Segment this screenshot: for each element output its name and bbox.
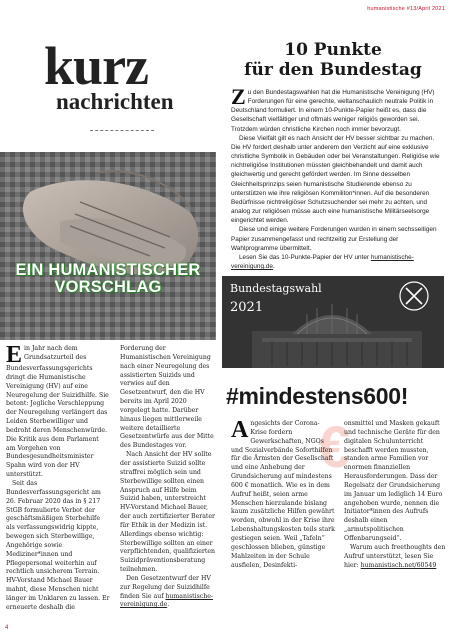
punkte-p1-text: u den Bundestagswahlen hat die Humanistische Vereinigung (HV) Forderungen für eine gerechte, weltanschaulich neutrale Politik in Deutschland formuliert. In einem 10-Punkte-Papier heißt es, dass die Gesellschaft vielfältiger und oftmals weniger religiös geworden sei. Trotzdem würden christliche Kirchen noch immer bevorzugt. — [231, 89, 435, 133]
punkte-title-line2: für den Bundestag — [244, 60, 422, 80]
section-title-kurz: kurz — [44, 36, 148, 96]
section-subtitle-nachrichten: nachrichten — [56, 89, 174, 114]
feature-col1-p1-text: in Jahr nach dem Grundsatzurteil des Bundesverfassungsgerichts dringt die Humanistische Vereinigung (HV) auf eine Neuregelung der Suizidhilfe. Sie betont: Jegliche Verschleppung der Neuregelung verlängert das Leiden Sterbewilliger und bedroht deren Menschenwürde. Die Kritik aus dem Parlament am Vorgehen von Bundesgesundheitsminister Spahn wird von der HV unterstützt. — [6, 345, 109, 479]
dropcap-e: E — [6, 342, 23, 368]
feature-col1-paragraph-1 — [6, 342, 110, 480]
hv-link-suizidhilfe[interactable]: humanistische-vereinigung.de — [120, 592, 213, 609]
hv-link-punkte[interactable]: humanistische-vereinigung.de — [231, 253, 414, 270]
feature-image-title: EIN HUMANISTISCHER VORSCHLAG — [15, 261, 201, 296]
punkte-paragraph-1 — [231, 84, 441, 134]
dropcap-z: Z — [231, 84, 246, 109]
punkte-title — [222, 40, 444, 80]
feature-column-2 — [120, 345, 216, 610]
mindestens-col2-paragraph-2 — [344, 544, 448, 571]
punkte-paragraph-4: Lesen Sie das 10-Punkte-Papier der HV unter humanistische-vereinigung.de. — [231, 253, 414, 270]
mindestens-column-2 — [344, 420, 448, 570]
bundestagswahl-year: 2021 — [230, 300, 264, 315]
hands-photo — [0, 152, 216, 340]
dropcap-a: A — [231, 417, 249, 443]
dashed-divider — [90, 130, 154, 131]
punkte-body — [231, 84, 441, 271]
feature-col2-paragraph-3: Den Gesetzentwurf der HV zur Regelung der Suizidhilfe finden Sie auf humanistische-vereinigung.de. — [120, 574, 213, 609]
feature-col2-p3-text: Den Gesetzentwurf der HV zur Regelung der Suizidhilfe finden Sie auf — [120, 574, 211, 600]
punkte-title-line1: 10 Punkte — [284, 40, 382, 60]
feature-column-1 — [6, 342, 110, 613]
feature-col1-paragraph-2: Seit das Bundesverfassungsgericht am 26. Februar 2020 das in § 217 StGB formulierte Verbot der geschäftsmäßigen Sterbehilfe als verfassungswidrig kippte, bewegen sich Sterbewillige, Angehörige sowie Mediziner*innen und Pflegepersonal weiterhin auf rechtlich unsicherem Terrain. HV-Vorstand Michael Bauer mahnt, diese Menschen nicht länger im Unklaren zu lassen. Er erneuerte deshalb die — [6, 479, 110, 611]
mindestens-col2-p2-text: Warum auch freethoughts den Aufruf unterstützt, lesen Sie hier: — [344, 543, 446, 569]
bundestagswahl-image — [222, 276, 444, 368]
mindestens-col2-paragraph-1: onsmittel und Masken gekauft und technische Geräte für den digitalen Schulunterricht beschafft werden mussten, standen arme Familien vor enormen finanziellen Herausforderungen. Dass der Regelsatz der Grundsicherung im Januar um lediglich 14 Euro angehoben wurde, nennen die Initiator*innen des Aufrufs deshalb einen „armutspolitischen Offenbarungseid“. — [344, 420, 443, 542]
feature-col2-paragraph-2: Nach Ansicht der HV sollte der assistierte Suizid sollte straffrei möglich sein und Sterbewillige sollten einen Anspruch auf Hilfe beim Suizid haben, unterstreicht HV-Vorstand Michael Bauer, der auch zertifizierter Berater für Ethik in der Medizin ist. Allerdings ebenso wichtig: Sterbewillige sollten an einer verpflichtenden, qualifizierten Suizidpräventionsberatung teilnehmen. — [120, 451, 216, 574]
punkte-paragraph-3: Diese und einige weitere Forderungen wurden in einem sechsseitigen Papier zusammengefasst und rechtzeitig zur Erstellung der Wahlprogramme übermittelt. — [231, 226, 437, 252]
punkte-p4-text: Lesen Sie das 10-Punkte-Papier der HV unter — [239, 253, 370, 261]
hands-photo-illustration — [0, 152, 216, 340]
humanistisch-link[interactable]: humanistisch.net/60549 — [360, 561, 437, 569]
feature-col2-paragraph-1: Forderung der Humanistischen Vereinigung nach einer Neuregelung des assistierten Suizids und verwies auf den Gesetzentwurf, den die HV bereits im April 2020 vorgelegt hatte. Darüber hinaus liegen mittlerweile weitere detaillierte Gesetzentwürfe aus der Mitte des Bundestages vor. — [120, 345, 214, 450]
mindestens-title: #mindestens600! — [226, 383, 409, 409]
magazine-header: humanistische #13/April 2021 — [367, 6, 445, 12]
decorative-euro-mark: € — [318, 415, 351, 480]
mindestens-col1-p1-text: ngesichts der Corona-Krise fordern Gewerkschaften, NGOs und Sozialverbände Soforthilfen für die Ärmsten der Gesellschaft und eine Anhebung der Grundsicherung auf mindestens 600 € monatlich. Wie es in dem Aufruf heißt, seien arme Menschen hierzulande bislang kaum zusätzliche Hilfen gewährt worden, obwohl in der Krise ihre Lebenshaltungskosten teils stark gestiegen seien. Weil „Tafeln“ geschlossen blieben, günstige Mahlzeiten in der Schule ausfielen, Desinfekti- — [231, 420, 335, 569]
mindestens-column-1 — [231, 417, 335, 570]
page-number: 4 — [5, 625, 9, 631]
mindestens-col1-paragraph-1 — [231, 417, 335, 570]
bundestagswahl-title: Bundestagswahl — [230, 282, 322, 295]
punkte-paragraph-2: Diese Vielfalt gilt es nach Ansicht der HV besser sichtbar zu machen. Die HV fordert deshalb unter anderem den Verzicht auf eine exklusive christliche Symbolik in Gebäuden oder bei Veranstaltungen. Religiöse wie nichtreligiöse Institutionen müssten gleichbehandelt und damit auch gleichwertig und gerecht gefördert werden. Im Sinne desselben Gleichheitsprinzips seien humanistische Studierende ebenso zu unterstützen wie ihre religiösen Kommiliton*innen. Auf die besonderen Bedürfnisse nichtreligiöser Schutzsuchender sei mehr zu achten, und analog zur religiösen müsse auch eine humanistische Militärseelsorge eingerichtet werden. — [231, 134, 440, 225]
